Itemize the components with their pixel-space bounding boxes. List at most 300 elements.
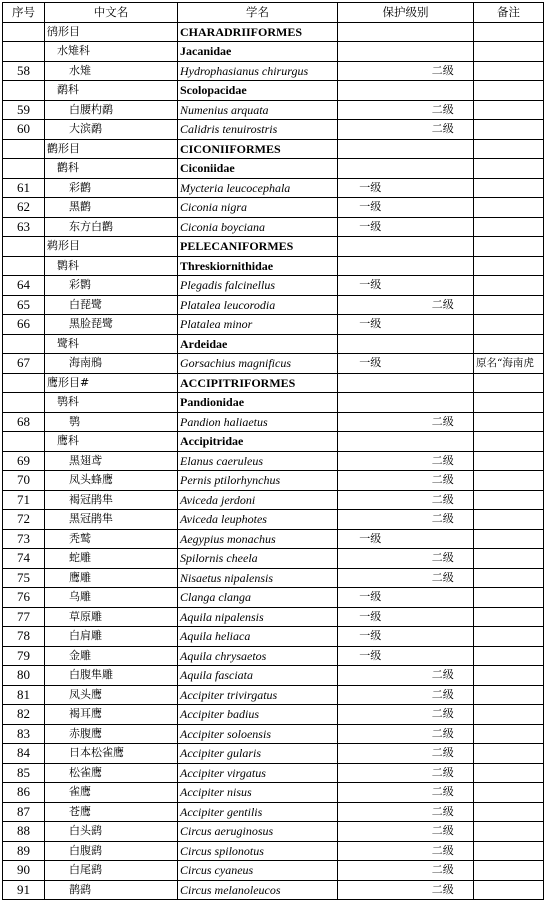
family-row bbox=[3, 81, 544, 101]
table-row bbox=[3, 490, 544, 510]
level-one bbox=[338, 666, 401, 684]
table-row bbox=[3, 120, 544, 140]
remarks bbox=[474, 607, 544, 627]
row-index: 81 bbox=[3, 685, 45, 705]
family-row bbox=[3, 159, 544, 179]
protection-level bbox=[338, 744, 474, 764]
level-one: 一级 bbox=[359, 356, 382, 370]
scientific-name: Elanus caeruleus bbox=[178, 451, 338, 471]
table-row bbox=[3, 529, 544, 549]
family-scientific-name: Accipitridae bbox=[178, 432, 338, 452]
level-two: 二级 bbox=[431, 804, 454, 818]
level-two: 二级 bbox=[431, 551, 454, 565]
remarks bbox=[474, 802, 544, 822]
level-two: 二级 bbox=[431, 785, 454, 799]
protection-level bbox=[338, 237, 474, 257]
remarks bbox=[474, 61, 544, 81]
level-one: 一级 bbox=[359, 590, 382, 604]
chinese-name: 褐耳鹰 bbox=[45, 705, 178, 725]
row-index bbox=[3, 256, 45, 276]
level-two: 二级 bbox=[431, 122, 454, 136]
remarks bbox=[474, 42, 544, 62]
scientific-name: Pandion haliaetus bbox=[178, 412, 338, 432]
remarks bbox=[474, 315, 544, 335]
protection-level bbox=[338, 646, 474, 666]
family-scientific-name: Ardeidae bbox=[178, 334, 338, 354]
scientific-name: Aegypius monachus bbox=[178, 529, 338, 549]
level-two bbox=[401, 315, 474, 333]
row-index: 64 bbox=[3, 276, 45, 296]
protection-level bbox=[338, 22, 474, 42]
remarks bbox=[474, 627, 544, 647]
level-one bbox=[338, 686, 401, 704]
remarks: 原名“海南虎 bbox=[474, 354, 544, 374]
row-index: 70 bbox=[3, 471, 45, 491]
protection-level bbox=[338, 783, 474, 803]
row-index bbox=[3, 373, 45, 393]
row-index: 75 bbox=[3, 568, 45, 588]
table-row bbox=[3, 627, 544, 647]
row-index: 87 bbox=[3, 802, 45, 822]
level-one: 一级 bbox=[359, 648, 382, 662]
chinese-name: 乌雕 bbox=[45, 588, 178, 608]
header-row bbox=[3, 3, 544, 23]
row-index: 89 bbox=[3, 841, 45, 861]
protection-level bbox=[338, 354, 474, 374]
remarks bbox=[474, 237, 544, 257]
row-index: 68 bbox=[3, 412, 45, 432]
protection-level bbox=[338, 256, 474, 276]
row-index: 76 bbox=[3, 588, 45, 608]
level-one bbox=[338, 471, 401, 489]
order-scientific-name: CICONIIFORMES bbox=[178, 139, 338, 159]
table-row bbox=[3, 822, 544, 842]
remarks bbox=[474, 705, 544, 725]
protection-level bbox=[338, 451, 474, 471]
protection-level bbox=[338, 685, 474, 705]
level-one: 一级 bbox=[359, 180, 382, 194]
level-two: 二级 bbox=[431, 687, 454, 701]
chinese-name: 鹰雕 bbox=[45, 568, 178, 588]
chinese-name: 彩鹳 bbox=[45, 178, 178, 198]
family-row bbox=[3, 334, 544, 354]
remarks bbox=[474, 510, 544, 530]
table-row bbox=[3, 607, 544, 627]
scientific-name: Ciconia boyciana bbox=[178, 217, 338, 237]
protection-level bbox=[338, 178, 474, 198]
level-two: 二级 bbox=[431, 473, 454, 487]
level-one bbox=[338, 101, 401, 119]
header-protection-level: 保护级别 bbox=[338, 3, 474, 23]
remarks bbox=[474, 81, 544, 101]
order-row bbox=[3, 22, 544, 42]
scientific-name: Clanga clanga bbox=[178, 588, 338, 608]
remarks bbox=[474, 217, 544, 237]
row-index: 91 bbox=[3, 880, 45, 900]
level-one: 一级 bbox=[359, 531, 382, 545]
remarks bbox=[474, 549, 544, 569]
remarks bbox=[474, 22, 544, 42]
remarks bbox=[474, 666, 544, 686]
row-index: 83 bbox=[3, 724, 45, 744]
table-row bbox=[3, 568, 544, 588]
protection-level bbox=[338, 295, 474, 315]
chinese-name: 黑翅鸢 bbox=[45, 451, 178, 471]
level-two: 二级 bbox=[431, 492, 454, 506]
scientific-name: Accipiter nisus bbox=[178, 783, 338, 803]
order-row bbox=[3, 139, 544, 159]
table-row bbox=[3, 354, 544, 374]
family-chinese-name: 鹭科 bbox=[45, 334, 178, 354]
protection-level bbox=[338, 568, 474, 588]
level-two: 二级 bbox=[431, 726, 454, 740]
level-two: 二级 bbox=[431, 882, 454, 896]
protection-level bbox=[338, 802, 474, 822]
scientific-name: Accipiter badius bbox=[178, 705, 338, 725]
row-index: 65 bbox=[3, 295, 45, 315]
level-two: 二级 bbox=[431, 453, 454, 467]
level-two: 二级 bbox=[431, 824, 454, 838]
protection-level bbox=[338, 841, 474, 861]
level-one: 一级 bbox=[359, 219, 382, 233]
remarks bbox=[474, 841, 544, 861]
table-row bbox=[3, 646, 544, 666]
family-row bbox=[3, 393, 544, 413]
level-one bbox=[338, 744, 401, 762]
order-chinese-name: 鹈形目 bbox=[45, 237, 178, 257]
protection-level bbox=[338, 315, 474, 335]
chinese-name: 苍鹰 bbox=[45, 802, 178, 822]
row-index bbox=[3, 432, 45, 452]
row-index bbox=[3, 139, 45, 159]
level-two: 二级 bbox=[431, 668, 454, 682]
scientific-name: Accipiter trivirgatus bbox=[178, 685, 338, 705]
scientific-name: Pernis ptilorhynchus bbox=[178, 471, 338, 491]
protection-level bbox=[338, 510, 474, 530]
level-one bbox=[338, 881, 401, 899]
chinese-name: 秃鹫 bbox=[45, 529, 178, 549]
level-two bbox=[401, 218, 474, 236]
level-two: 二级 bbox=[431, 863, 454, 877]
protection-level bbox=[338, 724, 474, 744]
row-index bbox=[3, 393, 45, 413]
table-row bbox=[3, 451, 544, 471]
protection-level bbox=[338, 139, 474, 159]
scientific-name: Plegadis falcinellus bbox=[178, 276, 338, 296]
table-row bbox=[3, 295, 544, 315]
protection-level bbox=[338, 763, 474, 783]
remarks bbox=[474, 861, 544, 881]
chinese-name: 雀鹰 bbox=[45, 783, 178, 803]
row-index: 62 bbox=[3, 198, 45, 218]
table-row bbox=[3, 802, 544, 822]
protection-level bbox=[338, 217, 474, 237]
scientific-name: Accipiter soloensis bbox=[178, 724, 338, 744]
remarks bbox=[474, 529, 544, 549]
table-row bbox=[3, 178, 544, 198]
chinese-name: 黑冠鹃隼 bbox=[45, 510, 178, 530]
scientific-name: Ciconia nigra bbox=[178, 198, 338, 218]
protection-level bbox=[338, 880, 474, 900]
scientific-name: Circus spilonotus bbox=[178, 841, 338, 861]
scientific-name: Aquila heliaca bbox=[178, 627, 338, 647]
level-one bbox=[338, 510, 401, 528]
order-row bbox=[3, 237, 544, 257]
table-row bbox=[3, 705, 544, 725]
row-index bbox=[3, 237, 45, 257]
remarks bbox=[474, 685, 544, 705]
level-two bbox=[401, 530, 474, 548]
remarks bbox=[474, 412, 544, 432]
scientific-name: Calidris tenuirostris bbox=[178, 120, 338, 140]
level-two: 二级 bbox=[431, 414, 454, 428]
level-two: 二级 bbox=[431, 297, 454, 311]
remarks bbox=[474, 471, 544, 491]
level-one bbox=[338, 822, 401, 840]
protection-level bbox=[338, 42, 474, 62]
remarks bbox=[474, 178, 544, 198]
scientific-name: Accipiter virgatus bbox=[178, 763, 338, 783]
chinese-name: 日本松雀鹰 bbox=[45, 744, 178, 764]
level-two bbox=[401, 647, 474, 665]
table-row bbox=[3, 724, 544, 744]
row-index bbox=[3, 42, 45, 62]
row-index: 88 bbox=[3, 822, 45, 842]
row-index: 77 bbox=[3, 607, 45, 627]
protection-level bbox=[338, 120, 474, 140]
remarks bbox=[474, 646, 544, 666]
family-row bbox=[3, 256, 544, 276]
chinese-name: 褐冠鹃隼 bbox=[45, 490, 178, 510]
scientific-name: Platalea minor bbox=[178, 315, 338, 335]
row-index: 58 bbox=[3, 61, 45, 81]
table-row bbox=[3, 471, 544, 491]
chinese-name: 大滨鹬 bbox=[45, 120, 178, 140]
remarks bbox=[474, 198, 544, 218]
level-one: 一级 bbox=[359, 609, 382, 623]
chinese-name: 白肩雕 bbox=[45, 627, 178, 647]
protection-level bbox=[338, 61, 474, 81]
remarks bbox=[474, 783, 544, 803]
protection-level bbox=[338, 334, 474, 354]
row-index: 74 bbox=[3, 549, 45, 569]
chinese-name: 凤头鹰 bbox=[45, 685, 178, 705]
chinese-name: 水雉 bbox=[45, 61, 178, 81]
protection-level bbox=[338, 276, 474, 296]
family-chinese-name: 鹮科 bbox=[45, 256, 178, 276]
chinese-name: 海南鳽 bbox=[45, 354, 178, 374]
protection-level bbox=[338, 529, 474, 549]
row-index: 86 bbox=[3, 783, 45, 803]
remarks bbox=[474, 120, 544, 140]
row-index: 69 bbox=[3, 451, 45, 471]
chinese-name: 白尾鹞 bbox=[45, 861, 178, 881]
order-chinese-name: 鸻形目 bbox=[45, 22, 178, 42]
level-two: 二级 bbox=[431, 765, 454, 779]
level-one bbox=[338, 803, 401, 821]
row-index: 82 bbox=[3, 705, 45, 725]
protection-level bbox=[338, 705, 474, 725]
protection-level bbox=[338, 627, 474, 647]
level-two bbox=[401, 608, 474, 626]
level-one bbox=[338, 62, 401, 80]
row-index: 78 bbox=[3, 627, 45, 647]
scientific-name: Aquila chrysaetos bbox=[178, 646, 338, 666]
family-scientific-name: Ciconiidae bbox=[178, 159, 338, 179]
chinese-name: 黑脸琵鹭 bbox=[45, 315, 178, 335]
chinese-name: 鹊鹞 bbox=[45, 880, 178, 900]
level-two: 二级 bbox=[431, 63, 454, 77]
row-index bbox=[3, 22, 45, 42]
table-row bbox=[3, 276, 544, 296]
remarks bbox=[474, 822, 544, 842]
chinese-name: 松雀鹰 bbox=[45, 763, 178, 783]
table-row bbox=[3, 198, 544, 218]
chinese-name: 白琵鹭 bbox=[45, 295, 178, 315]
row-index: 85 bbox=[3, 763, 45, 783]
table-row bbox=[3, 666, 544, 686]
level-two bbox=[401, 276, 474, 294]
protection-level bbox=[338, 822, 474, 842]
remarks bbox=[474, 393, 544, 413]
scientific-name: Spilornis cheela bbox=[178, 549, 338, 569]
row-index: 73 bbox=[3, 529, 45, 549]
protection-level bbox=[338, 81, 474, 101]
remarks bbox=[474, 451, 544, 471]
row-index bbox=[3, 81, 45, 101]
order-chinese-name: 鹰形目# bbox=[45, 373, 178, 393]
row-index: 61 bbox=[3, 178, 45, 198]
level-two: 二级 bbox=[431, 570, 454, 584]
scientific-name: Platalea leucorodia bbox=[178, 295, 338, 315]
remarks bbox=[474, 276, 544, 296]
table-row bbox=[3, 510, 544, 530]
protection-level bbox=[338, 198, 474, 218]
protection-level bbox=[338, 861, 474, 881]
level-two: 二级 bbox=[431, 843, 454, 857]
level-two: 二级 bbox=[431, 512, 454, 526]
table-row bbox=[3, 685, 544, 705]
remarks bbox=[474, 490, 544, 510]
level-two: 二级 bbox=[431, 746, 454, 760]
protection-level bbox=[338, 549, 474, 569]
chinese-name: 白腹鹞 bbox=[45, 841, 178, 861]
row-index bbox=[3, 159, 45, 179]
scientific-name: Circus cyaneus bbox=[178, 861, 338, 881]
chinese-name: 蛇雕 bbox=[45, 549, 178, 569]
scientific-name: Circus aeruginosus bbox=[178, 822, 338, 842]
chinese-name: 白腹隼雕 bbox=[45, 666, 178, 686]
row-index: 60 bbox=[3, 120, 45, 140]
table-row bbox=[3, 412, 544, 432]
protection-level bbox=[338, 588, 474, 608]
family-chinese-name: 鹬科 bbox=[45, 81, 178, 101]
family-row bbox=[3, 42, 544, 62]
remarks bbox=[474, 432, 544, 452]
level-one: 一级 bbox=[359, 278, 382, 292]
scientific-name: Gorsachius magnificus bbox=[178, 354, 338, 374]
scientific-name: Accipiter gularis bbox=[178, 744, 338, 764]
level-two: 二级 bbox=[431, 707, 454, 721]
remarks bbox=[474, 256, 544, 276]
level-two bbox=[401, 354, 474, 372]
row-index: 90 bbox=[3, 861, 45, 881]
remarks bbox=[474, 744, 544, 764]
chinese-name: 白头鹞 bbox=[45, 822, 178, 842]
remarks bbox=[474, 724, 544, 744]
scientific-name: Hydrophasianus chirurgus bbox=[178, 61, 338, 81]
chinese-name: 凤头蜂鹰 bbox=[45, 471, 178, 491]
scientific-name: Aviceda jerdoni bbox=[178, 490, 338, 510]
table-row bbox=[3, 100, 544, 120]
protection-level bbox=[338, 159, 474, 179]
family-scientific-name: Jacanidae bbox=[178, 42, 338, 62]
order-row bbox=[3, 373, 544, 393]
order-scientific-name: ACCIPITRIFORMES bbox=[178, 373, 338, 393]
protection-level bbox=[338, 432, 474, 452]
table-row bbox=[3, 763, 544, 783]
remarks bbox=[474, 139, 544, 159]
remarks bbox=[474, 373, 544, 393]
header-chinese-name: 中文名 bbox=[45, 3, 178, 23]
row-index: 59 bbox=[3, 100, 45, 120]
table-row bbox=[3, 217, 544, 237]
level-one bbox=[338, 861, 401, 879]
scientific-name: Nisaetus nipalensis bbox=[178, 568, 338, 588]
row-index: 67 bbox=[3, 354, 45, 374]
table-row bbox=[3, 783, 544, 803]
protection-level bbox=[338, 490, 474, 510]
table-row bbox=[3, 549, 544, 569]
row-index: 63 bbox=[3, 217, 45, 237]
family-row bbox=[3, 432, 544, 452]
level-two bbox=[401, 627, 474, 645]
level-one: 一级 bbox=[359, 629, 382, 643]
header-index: 序号 bbox=[3, 3, 45, 23]
level-one bbox=[338, 764, 401, 782]
order-chinese-name: 鹳形目 bbox=[45, 139, 178, 159]
order-scientific-name: CHARADRIIFORMES bbox=[178, 22, 338, 42]
chinese-name: 彩鹮 bbox=[45, 276, 178, 296]
family-chinese-name: 鹰科 bbox=[45, 432, 178, 452]
chinese-name: 鹗 bbox=[45, 412, 178, 432]
family-chinese-name: 鹳科 bbox=[45, 159, 178, 179]
chinese-name: 金雕 bbox=[45, 646, 178, 666]
level-one bbox=[338, 783, 401, 801]
level-two bbox=[401, 198, 474, 216]
protection-level bbox=[338, 607, 474, 627]
scientific-name: Aviceda leuphotes bbox=[178, 510, 338, 530]
protection-level bbox=[338, 373, 474, 393]
level-one bbox=[338, 569, 401, 587]
order-scientific-name: PELECANIFORMES bbox=[178, 237, 338, 257]
level-two: 二级 bbox=[431, 102, 454, 116]
table-row bbox=[3, 861, 544, 881]
level-one: 一级 bbox=[359, 200, 382, 214]
table-row bbox=[3, 61, 544, 81]
family-scientific-name: Pandionidae bbox=[178, 393, 338, 413]
header-scientific-name: 学名 bbox=[178, 3, 338, 23]
level-one bbox=[338, 842, 401, 860]
remarks bbox=[474, 588, 544, 608]
level-two bbox=[401, 179, 474, 197]
remarks bbox=[474, 334, 544, 354]
level-one bbox=[338, 549, 401, 567]
remarks bbox=[474, 568, 544, 588]
scientific-name: Numenius arquata bbox=[178, 100, 338, 120]
remarks bbox=[474, 763, 544, 783]
level-two bbox=[401, 588, 474, 606]
